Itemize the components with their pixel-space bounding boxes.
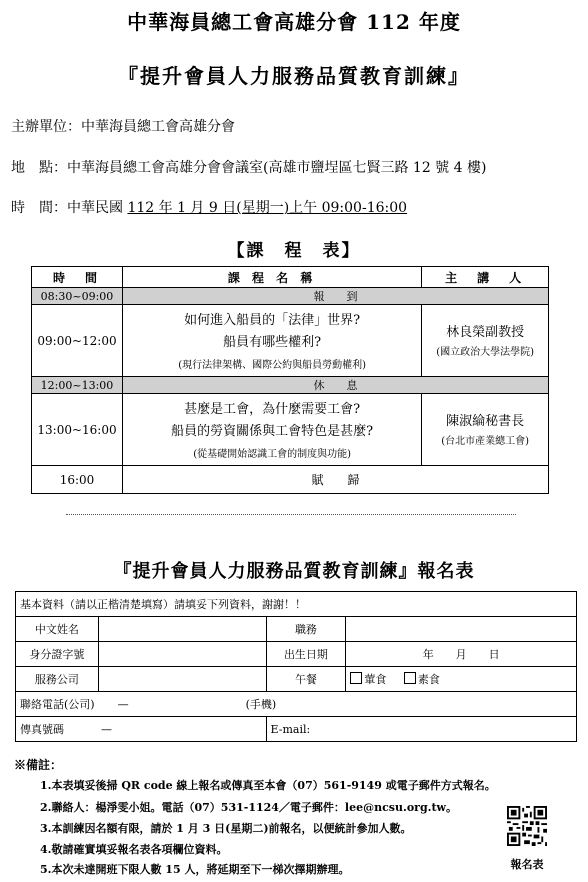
row-time: 08:30~09:00 bbox=[32, 288, 123, 305]
topic-line: 如何進入船員的「法律」世界? bbox=[184, 313, 361, 328]
lunch-meat-checkbox[interactable] bbox=[350, 672, 362, 684]
email-field[interactable] bbox=[266, 717, 576, 742]
birth-label: 出生日期 bbox=[266, 642, 346, 667]
phone-row[interactable] bbox=[16, 692, 577, 717]
row-speaker bbox=[422, 305, 549, 377]
form-intro: 基本資料（請以正楷清楚填寫）請填妥下列資料，謝謝！！ bbox=[16, 592, 577, 617]
header-topic: 課 程 名 稱 bbox=[122, 267, 421, 288]
qr-label: 報名表 bbox=[510, 858, 544, 871]
topic-sub: (現行法律架構、國際公約與船員勞動權利) bbox=[178, 360, 366, 371]
email-label: E-mail: bbox=[270, 722, 311, 736]
lunch-veg-checkbox[interactable] bbox=[404, 672, 416, 684]
schedule-row bbox=[32, 394, 549, 466]
time-prefix: 中華民國 bbox=[67, 200, 123, 216]
schedule-row bbox=[32, 466, 549, 494]
title-line2: 『提升會員人力服務品質教育訓練』 bbox=[118, 64, 470, 88]
header-speaker: 主 講 人 bbox=[422, 267, 549, 288]
topic-line: 船員有哪些權利? bbox=[223, 335, 322, 350]
speaker-name: 林良榮副教授 bbox=[446, 325, 525, 340]
cut-line-divider bbox=[66, 514, 516, 515]
topic-line: 船員的勞資關係與工會特色是甚麼? bbox=[171, 424, 374, 439]
row-topic: 休 息 bbox=[122, 377, 548, 394]
header-time: 時 間 bbox=[32, 267, 123, 288]
row-topic: 賦 歸 bbox=[122, 466, 548, 494]
row-time: 12:00~13:00 bbox=[32, 377, 123, 394]
note-item: 4.敬請確實填妥報名表各項欄位資料。 bbox=[40, 843, 228, 856]
row-time: 09:00~12:00 bbox=[32, 305, 123, 377]
location-value: 中華海員總工會高雄分會會議室(高雄市鹽埕區七賢三路 12 號 4 樓) bbox=[67, 160, 487, 176]
row-time: 13:00~16:00 bbox=[32, 394, 123, 466]
schedule-row bbox=[32, 305, 549, 377]
phone-label: 聯絡電話(公司) bbox=[20, 698, 95, 711]
notes-heading: ※備註： bbox=[14, 758, 63, 772]
company-label: 服務公司 bbox=[16, 667, 99, 692]
organizer-line bbox=[11, 116, 235, 136]
time-label: 時 間： bbox=[11, 200, 67, 216]
mobile-label: (手機) bbox=[245, 698, 277, 711]
location-line bbox=[11, 157, 486, 177]
time-value: 112 年 1 月 9 日(星期一)上午 09:00-16:00 bbox=[127, 200, 408, 216]
birth-field[interactable]: 年 月 日 bbox=[346, 642, 577, 667]
registration-title: 『提升會員人力服務品質教育訓練』報名表 bbox=[113, 561, 475, 582]
organizer-label: 主辦單位： bbox=[11, 119, 81, 135]
schedule-table bbox=[31, 266, 549, 494]
schedule-row bbox=[32, 288, 549, 305]
note-item: 3.本訓練因名額有限，請於 1 月 3 日(星期二)前報名，以便統計參加人數。 bbox=[40, 822, 412, 835]
fax-dash: — bbox=[101, 723, 112, 736]
time-line bbox=[11, 197, 407, 217]
position-field[interactable] bbox=[346, 617, 577, 642]
name-field[interactable] bbox=[98, 617, 266, 642]
qr-code-icon[interactable] bbox=[507, 806, 547, 846]
company-field[interactable] bbox=[98, 667, 266, 692]
schedule-row bbox=[32, 377, 549, 394]
name-label: 中文姓名 bbox=[16, 617, 99, 642]
row-topic bbox=[122, 305, 421, 377]
row-time: 16:00 bbox=[32, 466, 123, 494]
note-item: 2.聯絡人：楊淨雯小姐。電話（07）531-1124／電子郵件：lee@ncsu.org.tw。 bbox=[40, 801, 458, 814]
note-item: 5.本次未達開班下限人數 15 人，將延期至下一梯次擇期辦理。 bbox=[40, 863, 350, 876]
speaker-org: (台北市產業總工會) bbox=[441, 436, 530, 447]
speaker-name: 陳淑綸秘書長 bbox=[446, 414, 525, 429]
note-item: 1.本表填妥後掃 QR code 線上報名或傳真至本會（07）561-9149 或電子郵件方式報名。 bbox=[40, 779, 496, 792]
row-topic: 報 到 bbox=[122, 288, 548, 305]
title-line1: 中華海員總工會高雄分會 112 年度 bbox=[127, 10, 461, 34]
fax-label: 傳真號碼 bbox=[20, 723, 64, 736]
schedule-header-row bbox=[32, 267, 549, 288]
fax-row[interactable] bbox=[16, 717, 267, 742]
id-label: 身分證字號 bbox=[16, 642, 99, 667]
speaker-org: (國立政治大學法學院) bbox=[436, 347, 535, 358]
row-speaker bbox=[422, 394, 549, 466]
id-field[interactable] bbox=[98, 642, 266, 667]
organizer-value: 中華海員總工會高雄分會 bbox=[81, 119, 235, 135]
lunch-label: 午餐 bbox=[266, 667, 346, 692]
lunch-veg-label: 素食 bbox=[417, 673, 440, 686]
position-label: 職務 bbox=[266, 617, 346, 642]
schedule-title: 【課 程 表】 bbox=[227, 241, 361, 261]
phone-dash: — bbox=[117, 698, 129, 711]
lunch-meat-label: 葷食 bbox=[364, 673, 387, 686]
lunch-options bbox=[346, 667, 577, 692]
location-label: 地 點： bbox=[11, 160, 67, 176]
registration-form bbox=[15, 591, 577, 742]
row-topic bbox=[122, 394, 421, 466]
topic-line: 甚麼是工會，為什麼需要工會? bbox=[184, 402, 361, 417]
topic-sub: (從基礎開始認識工會的制度與功能) bbox=[193, 449, 351, 460]
